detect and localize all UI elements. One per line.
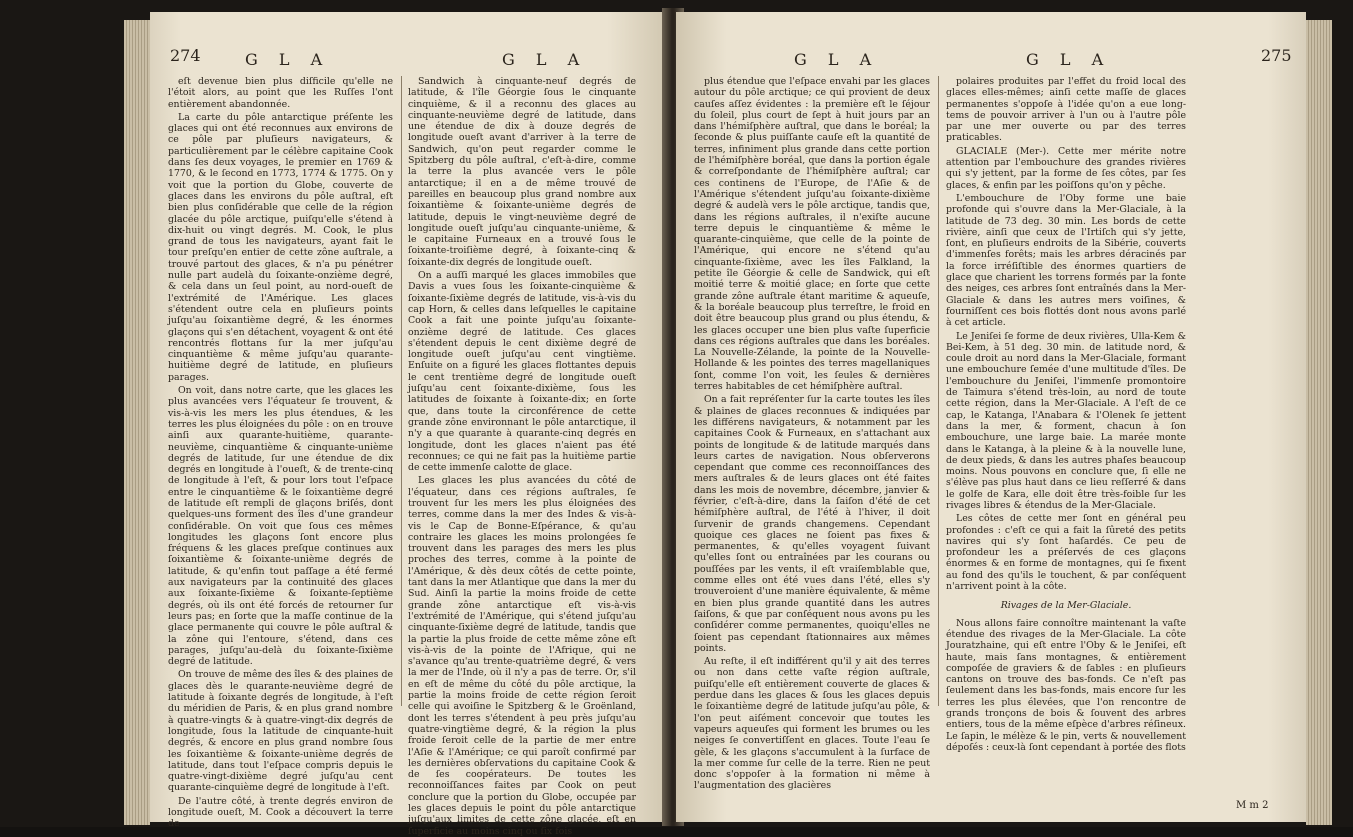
signature-mark: M m 2 xyxy=(1236,800,1269,811)
paragraph: Les côtes de cette mer ſont en général peu profondes : c'eſt ce qui a fait la ſûreté des petits navires qui s'y ſont haſardés. Ce peu de profondeur les a préſervés de ces glaçons énormes & en forme de montagnes, qui ſe fixent au fond des qu'ils le touchent, & par conſéquent n'arrivent point à la côte. xyxy=(946,513,1186,593)
column-rule xyxy=(938,76,939,706)
paragraph: plus étendue que l'eſpace envahi par les glaces autour du pôle arctique; ce qui provient de deux cauſes aſſez évidentes : la première eſt le ſéjour du ſoleil, plus court de ſept à huit jours par an dans l'hémiſphère auſtral, que dans le boréal; la ſeconde & plus puiſſante cauſe eſt la quantité de terres, infiniment plus grande dans cette portion de l'hémiſphère boréal, que dans la portion égale & correſpondante de l'hémiſphère auſtral; car ces continens de l'Europe, de l'Aſie & de l'Amérique s'étendent juſqu'au ſoixante-dixième degré & audelà vers le pôle arctique, tandis que, dans les régions auſtrales, il n'exiſte aucune terre depuis le cinquantième & même le quarante-cinquième, que celle de la pointe de l'Amérique, qui encore ne s'étend qu'au cinquante-ſixième, avec les îles Falkland, la petite île Géorgie & celle de Sandwick, qui eſt moitié terre & moitié glace; en ſorte que cette grande zône auſtrale étant maritime & aqueuſe, & la boréale beaucoup plus terreſtre, le froid en doit être beaucoup plus grand ou plus étendu, & les glaces occuper une bien plus vaſte ſuperficie dans ces régions auſtrales que dans les boréales. La Nouvelle-Zélande, la pointe de la Nouvelle-Hollande & les pointes des terres magellaniques ſont, comme l'on voit, les ſeules & dernières terres habitables de cet hémiſphère auſtral. xyxy=(694,76,930,393)
right-page xyxy=(676,12,1306,822)
left-page-number: 274 xyxy=(170,46,201,65)
left-column-2 xyxy=(408,76,636,837)
paragraph: De l'autre côté, à trente degrés environ de longitude oueſt, M. Cook a découvert la terre de xyxy=(168,795,393,830)
paragraph: polaires produites par l'effet du froid local des glaces elles-mêmes; ainſi cette maſſe de glaces permanentes s'oppoſe à l'idée qu'on a eue long-tems de pouvoir arriver à l'un ou à l'autre pôle par une mer ouverte ou par des terres praticables. xyxy=(946,76,1186,144)
right-page-number: 275 xyxy=(1261,46,1292,65)
article-heading: GLACIALE (Mer-). Cette mer mérite notre attention par l'embouchure des grandes rivières qui s'y jettent, par la forme de ſes côtes, par ſes glaces, & enfin par les poiſſons qu'on y pêche. xyxy=(946,145,1186,191)
left-page-edges xyxy=(124,20,150,825)
paragraph: Au reſte, il eſt indifférent qu'il y ait des terres ou non dans cette vaſte région auſtrale, puiſqu'elle eſt entièrement couverte de glaces & perdue dans les glaces & ſous les glaces depuis le ſoixantième degré de latitude juſqu'au pôle, & l'on peut aiſément concevoir que toutes les vapeurs aqueuſes qui forment les brumes ou les neiges ſe convertiſſent en glaces. Toute l'eau ſe gèle, & les glaçons s'accumulent à la ſurface de la mer comme ſur celle de la terre. Rien ne peut donc s'oppoſer à la formation ni même à l'augmentation des glacières xyxy=(694,656,930,792)
paragraph: On voit, dans notre carte, que les glaces les plus avancées vers l'équateur ſe trouvent, & vis-à-vis les mers les plus étendues, & les terres les plus éloignées du pôle : on en trouve ainſi aux quarante-huitième, quarante-neuvième, cinquantième & cinquante-unième degrés de latitude, ſur une étendue de dix degrés en longitude à l'oueſt, & de trente-cinq de longitude à l'eſt, & pour lors tout l'eſpace entre le cinquantième & le ſoixantième degré de latitude eſt rempli de glaçons briſés, dont quelques-uns forment des îles d'une grandeur conſidérable. On voit que ſous ces mêmes longitudes les glaçons ſont encore plus fréquens & les glaces preſque continues aux ſoixantième & ſoixante-unième degrés de latitude, & qu'enfin tout paſſage a été fermé aux navigateurs par la continuité des glaces aux ſoixante-ſixième & ſoixante-ſeptième degrés, où ils ont été forcés de retourner ſur leurs pas; en ſorte que la maſſe continue de la glace permanente qui couvre le pôle auſtral & la zône qui l'entoure, s'étend, dans ces parages, juſqu'au-delà du ſoixante-ſixième degré de latitude. xyxy=(168,385,393,668)
paragraph: On a auſſi marqué les glaces immobiles que Davis a vues ſous les ſoixante-cinquième & ſoixante-ſixième degrés de latitude, vis-à-vis du cap Horn, & celles dans leſquelles le capitaine Cook a fait une pointe juſqu'au ſoixante-onzième degré de latitude. Ces glaces s'étendent depuis le cent dixième degré de longitude oueſt juſqu'au cent vingtième. Enſuite on a figuré les glaces flottantes depuis le cent trentième degré de longitude oueſt juſqu'au cent ſoixante-dixième, ſous les latitudes de ſoixante à ſoixante-dix; en ſorte que, dans toute la circonférence de cette grande zône environnant le pôle antarctique, il n'y a que quarante à quarante-cinq degrés en longitude, dont les glaces n'aient pas été reconnues; ce qui ne fait pas la huitième partie de cette immenſe calotte de glace. xyxy=(408,270,636,474)
paragraph: Sandwich à cinquante-neuf degrés de latitude, & l'île Géorgie ſous le cinquante cinquième, & il a reconnu des glaces au cinquante-neuvième degré de latitude, dans une étendue de dix à douze degrés de longitude oueſt avant d'arriver à la terre de Sandwich, qu'on peut regarder comme le Spitzberg du pôle auſtral, c'eſt-à-dire, comme la terre la plus avancée vers le pôle antarctique; il en a de même trouvé de pareilles en beaucoup plus grand nombre aux ſoixantième & ſoixante-unième degrés de latitude, depuis le vingt-neuvième degré de longitude oueſt juſqu'au cinquante-unième, & le capitaine Furneaux en a trouvé ſous le ſoixante-troiſième degré, à ſoixante-cinq & ſoixante-dix degrés de longitude oueſt. xyxy=(408,76,636,268)
column-rule xyxy=(401,76,402,706)
paragraph: La carte du pôle antarctique préſente les glaces qui ont été reconnues aux environs de ce pôle par pluſieurs navigateurs, & particulièrement par le célèbre capitaine Cook dans ſes deux voyages, le premier en 1769 & 1770, & le ſecond en 1773, 1774 & 1775. On y voit que la portion du Globe, couverte de glaces dans les environs du pôle auſtral, eſt bien plus conſidérable que celle de la région glacée du pôle arctique, puiſqu'elle s'étend à dix-huit ou vingt degrés. M. Cook, le plus grand de tous les navigateurs, ayant fait le tour preſqu'en entier de cette zône auſtrale, a trouvé partout des glaces, & n'a pu pénétrer nulle part audelà du ſoixante-onzième degré, & cela dans un ſeul point, au nord-oueſt de l'extrémité de l'Amérique. Les glaces s'étendent outre cela en pluſieurs points juſqu'au ſoixantième degré, & les énormes glaçons qui s'en détachent, voyagent & ont été rencontrés flottans ſur la mer juſqu'au cinquantième & même juſqu'au quarante-huitième degré de latitude, en pluſieurs parages. xyxy=(168,111,393,383)
paragraph: Nous allons faire connoître maintenant la vaſte étendue des rivages de la Mer-Glaciale. La côte Jouratzhaine, qui eſt entre l'Oby & le Jeniſei, eſt haute, mais ſans montagnes, & entièrement compoſée de graviers & de ſables : en pluſieurs cantons on trouve des bas-fonds. Ce n'eſt pas ſeulement dans les bas-fonds, mais encore ſur les terres les plus élevées, que l'on rencontre de grands tronçons de bois & ſouvent des arbres entiers, tous de la même eſpèce d'arbres réſineux. Le ſapin, le mélèze & le pin, verts & nouvellement dépoſés : ceux-là ſont cependant à portée des flots xyxy=(946,617,1186,753)
paragraph: L'embouchure de l'Oby forme une baie profonde qui s'ouvre dans la Mer-Glaciale, à la latitude de 73 deg. 30 min. Les bords de cette rivière, ainſi que ceux de l'Irtiſch qui s'y jette, ſont, en pluſieurs endroits de la Sibérie, couverts d'immenſes forêts; mais les arbres déracinés par la force irréſiſtible des énormes quartiers de glace que charient les torrens formés par la fonte des neiges, ces arbres ſont entraînés dans la Mer-Glaciale & dans les autres mers voiſines, & fourniſſent ces bois flottés dont nous avons parlé à cet article. xyxy=(946,192,1186,329)
right-running-head-2: G L A xyxy=(1026,50,1112,69)
right-column-2 xyxy=(946,76,1186,796)
left-running-head-1: G L A xyxy=(245,50,331,69)
left-running-head-2: G L A xyxy=(502,50,588,69)
paragraph: On trouve de même des îles & des plaines de glaces dès le quarante-neuvième degré de latitude à ſoixante degrés de longitude, à l'eſt du méridien de Paris, & en plus grand nombre à quatre-vingts & à quatre-vingt-dix degrés de longitude, ſous la latitude de cinquante-huit degrés, & encore en plus grand nombre ſous les ſoixantième & ſoixante-unième degrés de latitude, dans tout l'eſpace compris depuis le quatre-vingt-dixième degré juſqu'au cent quarante-cinquième degré de longitude à l'eſt. xyxy=(168,669,393,794)
left-column-1 xyxy=(168,76,393,830)
paragraph: eſt devenue bien plus diſficile qu'elle ne l'étoit alors, au point que les Ruſſes l'ont entièrement abandonnée. xyxy=(168,76,393,110)
paragraph: On a fait repréſenter ſur la carte toutes les îles & plaines de glaces reconnues & indiquées par les différens navigateurs, & notamment par les capitaines Cook & Furneaux, en s'attachant aux points de longitude & de latitude marqués dans leurs cartes de navigation. Nous obſerverons cependant que comme ces reconnoiſſances des mers auſtrales & de leurs glaces ont été faites dans les mois de novembre, décembre, janvier & février, c'eſt-à-dire, dans la ſaiſon d'été de cet hémiſphère auſtral, de l'été à l'hiver, il doit ſurvenir de grands changemens. Cependant quoique ces glaces ne ſoient pas fixes & permanentes, & qu'elles voyagent ſuivant qu'elles ſont ou entraînées par les courans ou pouſſées par les vents, il eſt vraiſemblable que, comme elles ont été vues dans l'été, elles s'y trouveroient d'une manière équivalente, & même en bien plus grande quantité dans les autres ſaiſons, & que par conſéquent nous avons pu les conſidérer comme permanentes, quoiqu'elles ne ſoient pas cependant ſtationnaires aux mêmes points. xyxy=(694,394,930,654)
paragraph: Les glaces les plus avancées du côté de l'équateur, dans ces régions auſtrales, ſe trouvent ſur les mers les plus éloignées des terres, comme dans la mer des Indes & vis-à-vis le Cap de Bonne-Eſpérance, & qu'au contraire les glaces les moins prolongées ſe trouvent dans les parages des mers les plus proches des terres, comme à la pointe de l'Amérique, & dès deux côtés de cette pointe, tant dans la mer Atlantique que dans la mer du Sud. Ainſi la partie la moins froide de cette grande zône antarctique eſt vis-à-vis l'extrémité de l'Amérique, qui s'étend juſqu'au cinquante-ſixième degré de latitude, tandis que la partie la plus froide de cette même zône eſt vis-à-vis de la pointe de l'Afrique, qui ne s'avance qu'au trente-quatrième degré, & vers la mer de l'Inde, où il n'y a pas de terre. Or, s'il en eſt de même du côté du pôle arctique, la partie la moins froide de cette région ſeroit celle qui avoiſine le Spitzberg & le Groënland, dont les terres s'étendent à peu près juſqu'au quatre-vingtième degré, & la région la plus froide ſeroit celle de la partie de mer entre l'Aſie & l'Amérique; ce qui paroît confirmé par les dernières obſervations du capitaine Cook & de ſes coopérateurs. De toutes les reconnoiſſances faites par Cook on peut conclure que la portion du Globe, occupée par les glaces depuis le point du pôle antarctique juſqu'aux limites de cette zône glacée, eſt en ſuperficie au moins cinq ou ſix fois xyxy=(408,475,636,837)
right-page-edges xyxy=(1306,20,1332,825)
left-page xyxy=(150,12,670,837)
right-column-1 xyxy=(694,76,930,796)
paragraph: Le Jeniſei ſe forme de deux rivières, Ulla-Kem & Bei-Kem, à 51 deg. 30 min. de latitude nord, & coule droit au nord dans la Mer-Glaciale, formant une embouchure ſemée d'une multitude d'îles. De l'embouchure du Jeniſei, l'immenſe promontoire de Taimura s'étend très-loin, au nord de toute cette région, dans la Mer-Glaciale. A l'eſt de ce cap, le Katanga, l'Anabara & l'Olenek ſe jettent dans la mer, & forment, chacun à ſon embouchure, une large baie. La marée monte dans le Katanga, à la pleine & à la nouvelle lune, de deux pieds, & dans les autres phaſes beaucoup moins. Nous pouvons en conclure que, ſi elle ne s'élève pas plus haut dans ce lieu reſſerré & dans le golfe de Kara, elle doit être très-foible ſur les rivages libres & étendus de la Mer-Glaciale. xyxy=(946,330,1186,511)
right-running-head-1: G L A xyxy=(794,50,880,69)
section-heading: Rivages de la Mer-Glaciale. xyxy=(1000,600,1132,612)
